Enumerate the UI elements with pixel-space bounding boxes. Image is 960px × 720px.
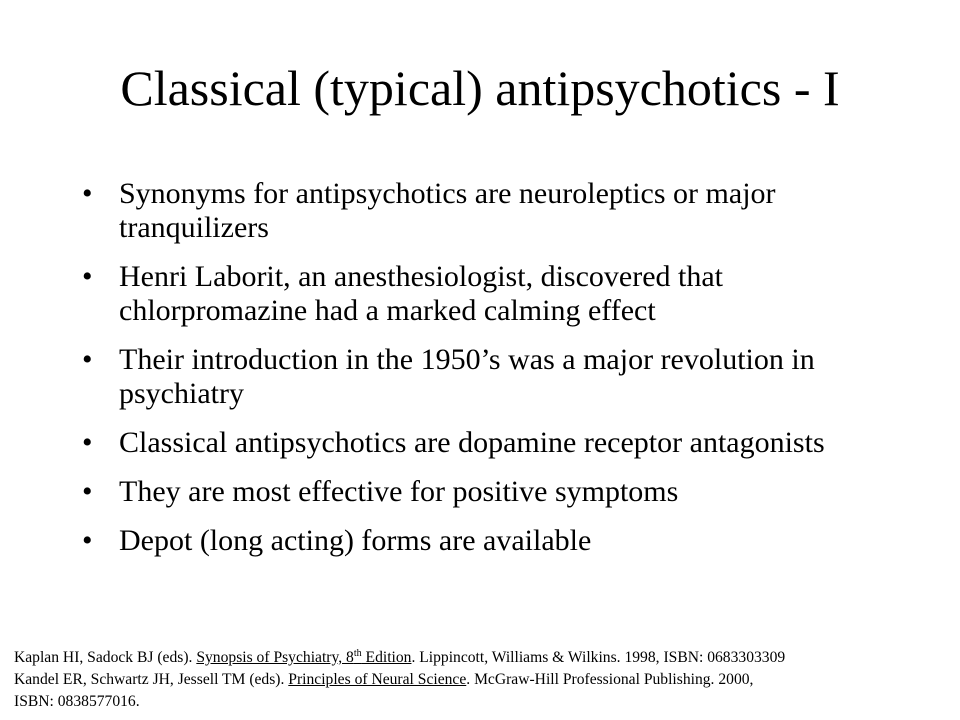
bullet-item bbox=[82, 524, 902, 558]
reference-publisher: . Lippincott, Williams & Wilkins. 1998, ISBN: 0683303309 bbox=[411, 649, 786, 666]
bullet-item bbox=[82, 343, 902, 411]
bullet-text: Their introduction in the 1950’s was a major revolution in psychiatry bbox=[119, 343, 815, 410]
bullet-dot-icon: • bbox=[82, 343, 93, 376]
bullet-dot-icon: • bbox=[82, 177, 93, 210]
reference-publisher: . McGraw-Hill Professional Publishing. 2000, bbox=[466, 671, 754, 688]
bullet-text: Depot (long acting) forms are available bbox=[119, 524, 592, 557]
reference-authors: Kaplan HI, Sadock BJ (eds). bbox=[14, 649, 197, 666]
reference-authors: Kandel ER, Schwartz JH, Jessell TM (eds). bbox=[14, 671, 289, 688]
bullet-dot-icon: • bbox=[82, 426, 93, 459]
edition-superscript: th bbox=[353, 647, 362, 659]
bullet-item bbox=[82, 260, 902, 328]
bullet-list bbox=[82, 177, 902, 573]
bullet-dot-icon: • bbox=[82, 475, 93, 508]
bullet-item bbox=[82, 426, 902, 460]
reference-kaplan bbox=[14, 647, 954, 669]
bullet-text: They are most effective for positive symptoms bbox=[119, 475, 679, 508]
bullet-item bbox=[82, 475, 902, 509]
bullet-dot-icon: • bbox=[82, 524, 93, 557]
reference-book-title: Principles of Neural Science bbox=[288, 671, 467, 688]
bullet-text: Synonyms for antipsychotics are neuroleptics or major tranquilizers bbox=[119, 177, 776, 244]
bullet-item bbox=[82, 177, 902, 245]
reference-kandel-isbn: ISBN: 0838577016. bbox=[14, 693, 140, 710]
bullet-text: Classical antipsychotics are dopamine receptor antagonists bbox=[119, 426, 825, 459]
references bbox=[14, 647, 954, 713]
slide-title: Classical (typical) antipsychotics - I bbox=[120, 60, 840, 116]
bullet-text: Henri Laborit, an anesthesiologist, discovered that chlorpromazine had a marked calming effect bbox=[119, 260, 723, 327]
reference-kandel bbox=[14, 669, 954, 691]
bullet-dot-icon: • bbox=[82, 260, 93, 293]
reference-book-title: Synopsis of Psychiatry, 8th Edition bbox=[196, 647, 412, 666]
